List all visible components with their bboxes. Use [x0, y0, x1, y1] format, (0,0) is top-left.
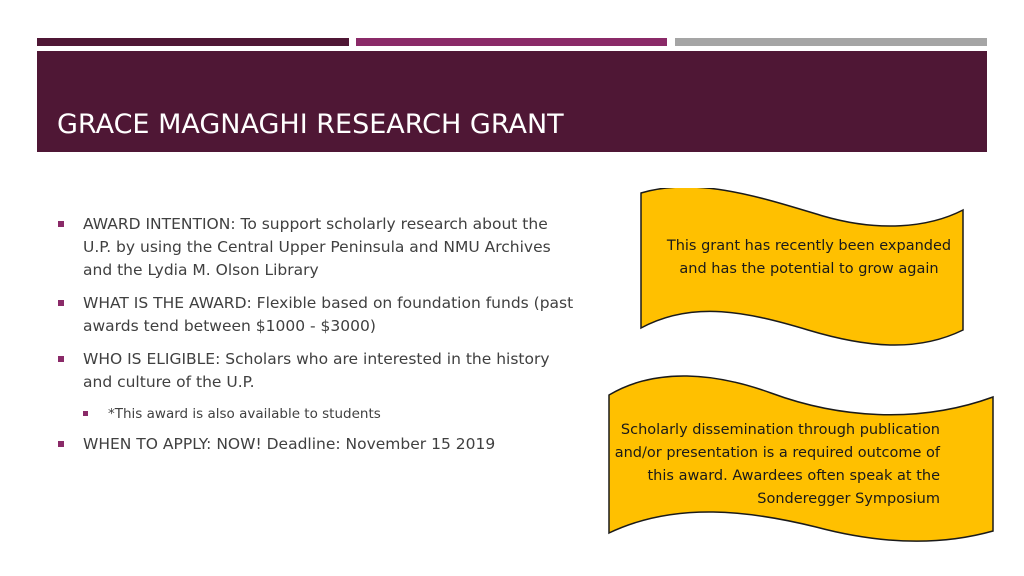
bullet-text: Flexible based on foundation funds (past awards tend between $1000 - $3000): [83, 294, 574, 335]
accent-bar-3: [675, 38, 987, 46]
bullet-marker: [58, 441, 64, 447]
accent-bar-1: [37, 38, 349, 46]
bullet-when-to-apply: [58, 433, 578, 456]
bullet-marker: [58, 356, 64, 362]
bullet-list: [58, 213, 578, 466]
sub-bullet-students: [58, 404, 578, 424]
bullet-what-is-award: [58, 292, 578, 338]
title-band: [37, 51, 987, 152]
slide-title: GRACE MAGNAGHI RESEARCH GRANT: [57, 109, 564, 140]
bullet-marker: [83, 411, 88, 416]
bullet-marker: [58, 300, 64, 306]
bullet-label: AWARD INTENTION:: [83, 215, 236, 233]
callout-text: This grant has recently been expanded and has the potential to grow again: [666, 238, 952, 277]
callout-text: Scholarly dissemination through publication and/or presentation is a required outcome of this award. Awardees often speak at the Sonderegger Symposium: [614, 422, 940, 507]
accent-bar-2: [356, 38, 667, 46]
bullet-marker: [58, 221, 64, 227]
bullet-who-is-eligible: [58, 348, 578, 394]
callout-wave-2: [606, 373, 996, 545]
bullet-text: *This award is also available to students: [108, 406, 381, 422]
bullet-text: To support scholarly research about the U.P. by using the Central Upper Peninsula and NMU Archives and the Lydia M. Olson Library: [83, 215, 551, 279]
bullet-label: WHAT IS THE AWARD:: [83, 294, 252, 312]
bullet-award-intention: [58, 213, 578, 282]
callout-wave-1: [638, 188, 966, 352]
bullet-label: WHEN TO APPLY:: [83, 435, 212, 453]
bullet-text: NOW! Deadline: November 15 2019: [211, 435, 496, 453]
bullet-label: WHO IS ELIGIBLE:: [83, 350, 221, 368]
bullet-text: Scholars who are interested in the history and culture of the U.P.: [83, 350, 550, 391]
